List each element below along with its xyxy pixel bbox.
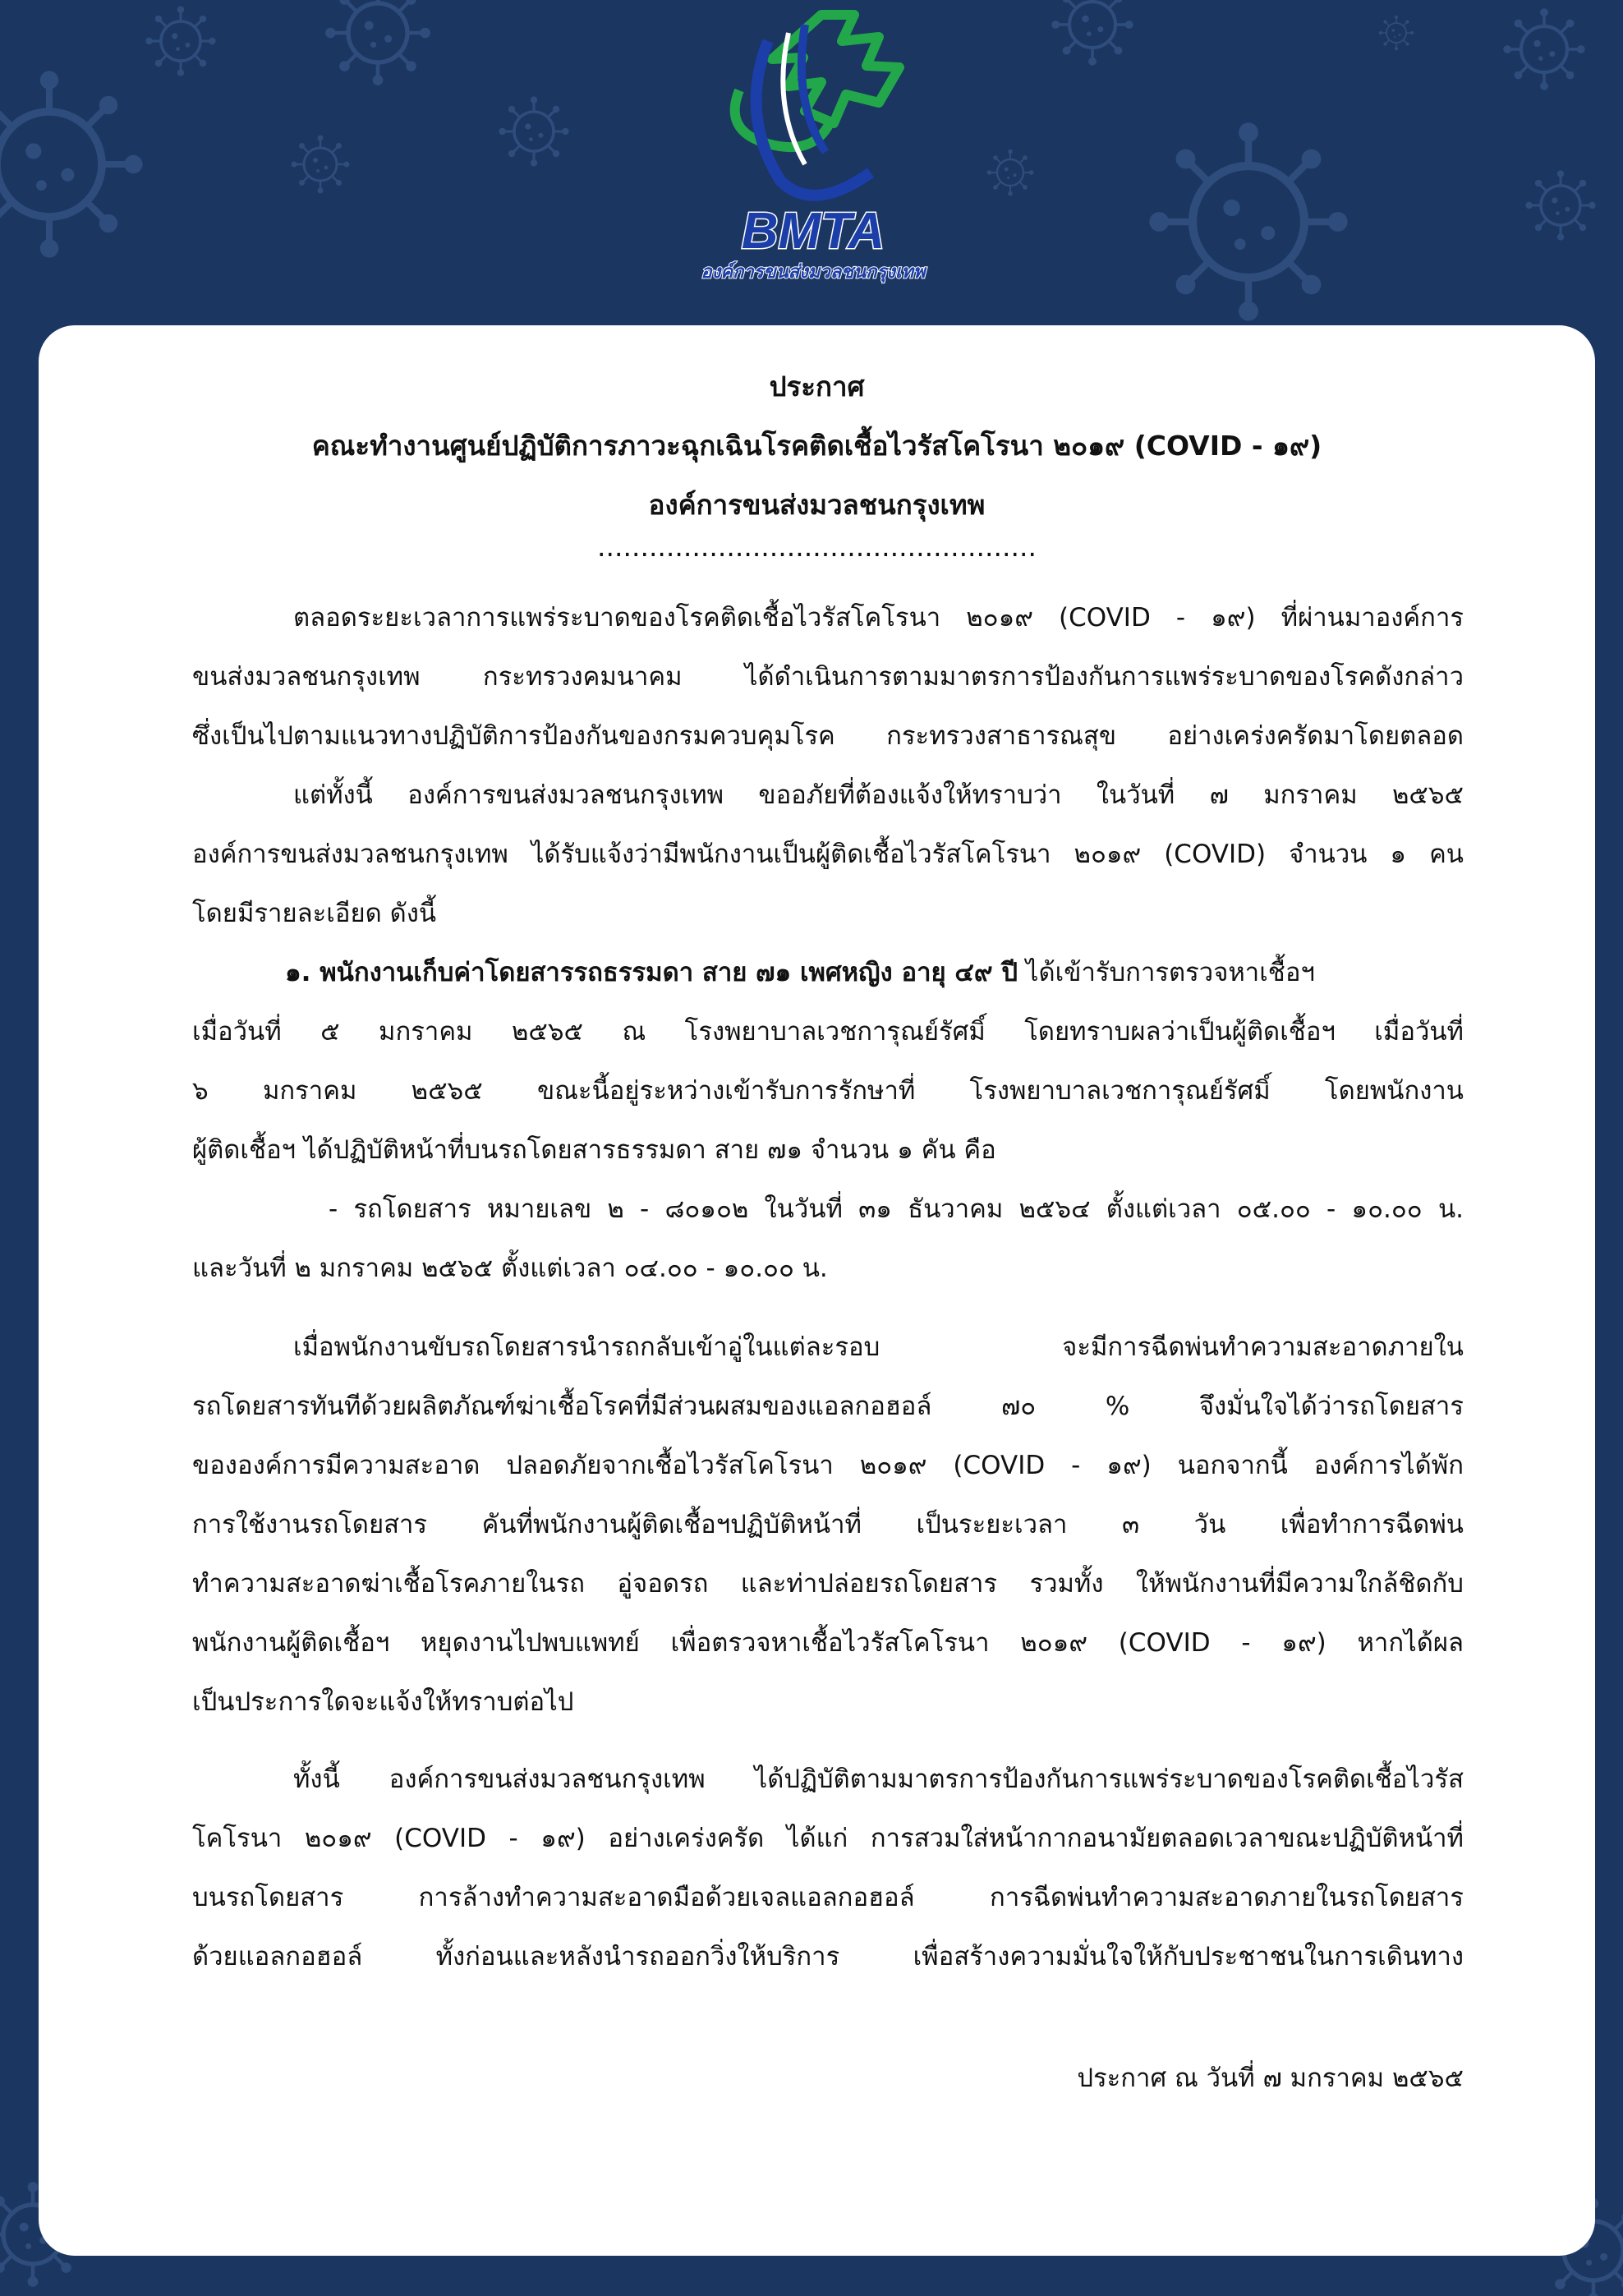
body-line: บนรถโดยสาร การล้างทำความสะอาดมือด้วยเจลแอลกอฮอล์ การฉีดพ่นทำความสะอาดภายในรถโดยสาร [192,1883,1464,1912]
announcement-card [39,325,1595,2256]
body-line: แต่ทั้งนี้ องค์การขนส่งมวลชนกรุงเทพ ขออภัยที่ต้องแจ้งให้ทราบว่า ในวันที่ ๗ มกราคม ๒๕๖๕ [293,780,1464,810]
announcement-heading: ประกาศ [769,370,865,403]
body-line: การใช้งานรถโดยสาร คันที่พนักงานผู้ติดเชื้อฯปฏิบัติหน้าที่ เป็นระยะเวลา ๓ วัน เพื่อทำการฉีดพ่น [192,1510,1464,1539]
item-1-line [285,951,1315,992]
body-line: เมื่อพนักงานขับรถโดยสารนำรถกลับเข้าอู่ในแต่ละรอบ จะมีการฉีดพ่นทำความสะอาดภายใน [293,1332,1464,1362]
body-line: องค์การขนส่งมวลชนกรุงเทพ ได้รับแจ้งว่ามีพนักงานเป็นผู้ติดเชื้อไวรัสโคโรนา ๒๐๑๙ (COVID) จำนวน ๑ คน [192,840,1464,869]
item-1-heading: ๑. พนักงานเก็บค่าโดยสารรถธรรมดา สาย ๗๑ เพศหญิง อายุ ๔๙ ปี [285,958,1018,987]
body-line: เมื่อวันที่ ๕ มกราคม ๒๕๖๕ ณ โรงพยาบาลเวชการุณย์รัศมิ์ โดยทราบผลว่าเป็นผู้ติดเชื้อฯ เมื่อวันที่ [192,1017,1464,1047]
body-line: รถโดยสารทันทีด้วยผลิตภัณฑ์ฆ่าเชื้อโรคที่มีส่วนผสมของแอลกอฮอล์ ๗๐ % จึงมั่นใจได้ว่ารถโดยสาร [192,1392,1464,1421]
body-line: ทั้งนี้ องค์การขนส่งมวลชนกรุงเทพ ได้ปฏิบัติตามมาตรการป้องกันการแพร่ระบาดของโรคติดเชื้อไวรัส [293,1765,1464,1794]
body-line: ขององค์การมีความสะอาด ปลอดภัยจากเชื้อไวรัสโคโรนา ๒๐๑๙ (COVID - ๑๙) นอกจากนี้ องค์การได้พัก [192,1451,1464,1480]
body-line: ๖ มกราคม ๒๕๖๕ ขณะนี้อยู่ระหว่างเข้ารับการรักษาที่ โรงพยาบาลเวชการุณย์รัศมิ์ โดยพนักงาน [192,1076,1464,1106]
body-line: โคโรนา ๒๐๑๙ (COVID - ๑๙) อย่างเคร่งครัด ได้แก่ การสวมใส่หน้ากากอนามัยตลอดเวลาขณะปฏิบัติหน้าที่ [192,1824,1464,1853]
body-line: ด้วยแอลกอฮอล์ ทั้งก่อนและหลังนำรถออกวิ่งให้บริการ เพื่อสร้างความมั่นใจให้กับประชาชนในการเดินทาง [192,1942,1464,1972]
logo-subtext: องค์การขนส่งมวลชนกรุงเทพ [701,262,926,283]
body-line: ทำความสะอาดฆ่าเชื้อโรคภายในรถ อู่จอดรถ และท่าปล่อยรถโดยสาร รวมทั้ง ให้พนักงานที่มีความใกล้ชิดกับ [192,1569,1464,1599]
body-line: โดยมีรายละเอียด ดังนี้ [192,899,437,928]
item-1-continuation: ได้เข้ารับการตรวจหาเชื้อฯ [1018,958,1315,987]
body-line: เป็นประการใดจะแจ้งให้ทราบต่อไป [192,1687,574,1717]
logo-text: BMTA [741,203,885,260]
body-line: ตลอดระยะเวลาการแพร่ระบาดของโรคติดเชื้อไวรัสโคโรนา ๒๐๑๙ (COVID - ๑๙) ที่ผ่านมาองค์การ [293,603,1464,633]
organization-name: องค์การขนส่งมวลชนกรุงเทพ [648,489,986,521]
body-line: ผู้ติดเชื้อฯ ได้ปฏิบัติหน้าที่บนรถโดยสารธรรมดา สาย ๗๑ จำนวน ๑ คัน คือ [192,1135,996,1165]
body-line: พนักงานผู้ติดเชื้อฯ หยุดงานไปพบแพทย์ เพื่อตรวจหาเชื้อไวรัสโคโรนา ๒๐๑๙ (COVID - ๑๙) หากได้ผล [192,1628,1464,1658]
announcement-date: ประกาศ ณ วันที่ ๗ มกราคม ๒๕๖๕ [1077,2064,1464,2093]
announcement-subheading: คณะทำงานศูนย์ปฏิบัติการภาวะฉุกเฉินโรคติดเชื้อไวรัสโคโรนา ๒๐๑๙ (COVID - ๑๙) [311,430,1322,462]
body-line: และวันที่ ๒ มกราคม ๒๕๖๕ ตั้งแต่เวลา ๐๔.๐๐ - ๑๐.๐๐ น. [192,1254,828,1283]
body-line: ขนส่งมวลชนกรุงเทพ กระทรวงคมนาคม ได้ดำเนินการตามมาตรการป้องกันการแพร่ระบาดของโรคดังกล่าว [192,662,1464,692]
body-line: - รถโดยสาร หมายเลข ๒ - ๘๐๑๐๒ ในวันที่ ๓๑ ธันวาคม ๒๕๖๔ ตั้งแต่เวลา ๐๕.๐๐ - ๑๐.๐๐ น. [329,1194,1464,1224]
bmta-logo [690,8,936,296]
separator: ................................................... [597,531,1037,563]
body-line: ซึ่งเป็นไปตามแนวทางปฏิบัติการป้องกันของกรมควบคุมโรค กระทรวงสาธารณสุข อย่างเคร่งครัดมาโดยตลอด [192,721,1464,751]
